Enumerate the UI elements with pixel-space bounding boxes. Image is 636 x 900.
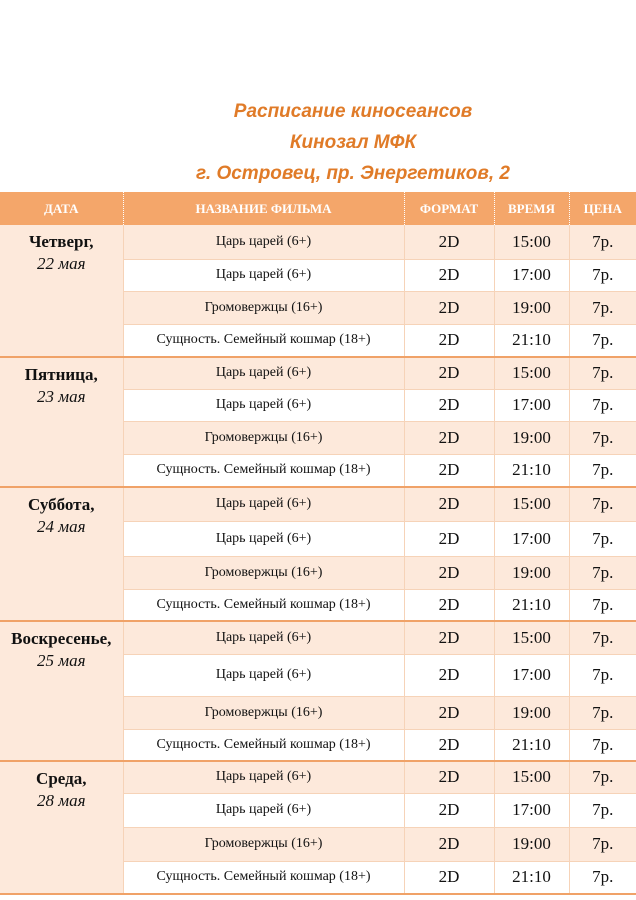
price-cell: 7р.: [569, 696, 636, 729]
table-row: [0, 225, 636, 259]
format-cell: 2D: [404, 761, 494, 793]
price-cell: 7р.: [569, 357, 636, 389]
price-cell: 7р.: [569, 793, 636, 827]
day-cell: [0, 225, 123, 357]
format-cell: 2D: [404, 861, 494, 894]
time-cell: 21:10: [494, 589, 569, 621]
film-title-cell: Царь царей (6+): [123, 225, 404, 259]
format-cell: 2D: [404, 827, 494, 861]
film-title-cell: Царь царей (6+): [123, 654, 404, 696]
time-cell: 19:00: [494, 556, 569, 589]
price-cell: 7р.: [569, 556, 636, 589]
time-cell: 19:00: [494, 421, 569, 454]
price-cell: 7р.: [569, 654, 636, 696]
format-cell: 2D: [404, 696, 494, 729]
format-cell: 2D: [404, 589, 494, 621]
price-cell: 7р.: [569, 454, 636, 487]
day-cell: [0, 487, 123, 621]
time-cell: 17:00: [494, 793, 569, 827]
price-cell: 7р.: [569, 324, 636, 357]
format-cell: 2D: [404, 389, 494, 421]
format-cell: 2D: [404, 291, 494, 324]
film-title-cell: Громовержцы (16+): [123, 556, 404, 589]
film-title-cell: Громовержцы (16+): [123, 696, 404, 729]
film-title-cell: Царь царей (6+): [123, 357, 404, 389]
time-cell: 15:00: [494, 357, 569, 389]
title-line-2: Кинозал МФК: [289, 132, 417, 153]
price-cell: 7р.: [569, 621, 636, 654]
time-cell: 15:00: [494, 225, 569, 259]
price-cell: 7р.: [569, 389, 636, 421]
format-cell: 2D: [404, 357, 494, 389]
time-cell: 19:00: [494, 696, 569, 729]
table-row: [0, 761, 636, 793]
price-cell: 7р.: [569, 827, 636, 861]
schedule-body: [0, 225, 636, 894]
col-header-time: ВРЕМЯ: [494, 192, 569, 225]
time-cell: 21:10: [494, 454, 569, 487]
day-date: 25 мая: [36, 651, 86, 670]
day-date: 24 мая: [36, 517, 86, 536]
film-title-cell: Громовержцы (16+): [123, 827, 404, 861]
film-title-cell: Громовержцы (16+): [123, 291, 404, 324]
time-cell: 17:00: [494, 259, 569, 291]
day-cell: [0, 621, 123, 761]
time-cell: 21:10: [494, 324, 569, 357]
film-title-cell: Царь царей (6+): [123, 761, 404, 793]
table-row: [0, 357, 636, 389]
format-cell: 2D: [404, 729, 494, 761]
time-cell: 15:00: [494, 761, 569, 793]
day-name: Пятница,: [24, 365, 98, 384]
format-cell: 2D: [404, 621, 494, 654]
film-title-cell: Сущность. Семейный кошмар (18+): [123, 454, 404, 487]
price-cell: 7р.: [569, 421, 636, 454]
format-cell: 2D: [404, 225, 494, 259]
day-name: Четверг,: [28, 232, 94, 251]
day-date: 23 мая: [36, 387, 86, 406]
title-line-3: г. Островец, пр. Энергетиков, 2: [196, 163, 510, 184]
price-cell: 7р.: [569, 259, 636, 291]
col-header-film: НАЗВАНИЕ ФИЛЬМА: [123, 192, 404, 225]
day-cell: [0, 761, 123, 894]
time-cell: 21:10: [494, 861, 569, 894]
format-cell: 2D: [404, 454, 494, 487]
time-cell: 21:10: [494, 729, 569, 761]
film-title-cell: Царь царей (6+): [123, 389, 404, 421]
format-cell: 2D: [404, 556, 494, 589]
col-header-format: ФОРМАТ: [404, 192, 494, 225]
film-title-cell: Царь царей (6+): [123, 621, 404, 654]
col-header-price: ЦЕНА: [569, 192, 636, 225]
format-cell: 2D: [404, 487, 494, 521]
table-row: [0, 621, 636, 654]
film-title-cell: Сущность. Семейный кошмар (18+): [123, 589, 404, 621]
film-title-cell: Царь царей (6+): [123, 259, 404, 291]
table-row: [0, 487, 636, 521]
price-cell: 7р.: [569, 589, 636, 621]
time-cell: 15:00: [494, 487, 569, 521]
price-cell: 7р.: [569, 487, 636, 521]
format-cell: 2D: [404, 421, 494, 454]
schedule-title: [0, 96, 636, 189]
time-cell: 19:00: [494, 291, 569, 324]
price-cell: 7р.: [569, 521, 636, 556]
price-cell: 7р.: [569, 225, 636, 259]
day-name: Среда,: [36, 769, 87, 788]
day-cell: [0, 357, 123, 487]
film-title-cell: Царь царей (6+): [123, 521, 404, 556]
format-cell: 2D: [404, 324, 494, 357]
day-name: Суббота,: [28, 495, 95, 514]
film-title-cell: Громовержцы (16+): [123, 421, 404, 454]
film-title-cell: Сущность. Семейный кошмар (18+): [123, 861, 404, 894]
format-cell: 2D: [404, 259, 494, 291]
film-title-cell: Сущность. Семейный кошмар (18+): [123, 324, 404, 357]
header-row: [0, 192, 636, 225]
col-header-date: ДАТА: [0, 192, 123, 225]
price-cell: 7р.: [569, 861, 636, 894]
time-cell: 17:00: [494, 654, 569, 696]
time-cell: 19:00: [494, 827, 569, 861]
price-cell: 7р.: [569, 291, 636, 324]
film-title-cell: Царь царей (6+): [123, 793, 404, 827]
schedule-table: [0, 192, 636, 895]
day-date: 28 мая: [36, 791, 86, 810]
price-cell: 7р.: [569, 761, 636, 793]
format-cell: 2D: [404, 654, 494, 696]
time-cell: 15:00: [494, 621, 569, 654]
day-name: Воскресенье,: [11, 629, 112, 648]
film-title-cell: Царь царей (6+): [123, 487, 404, 521]
time-cell: 17:00: [494, 521, 569, 556]
format-cell: 2D: [404, 793, 494, 827]
format-cell: 2D: [404, 521, 494, 556]
time-cell: 17:00: [494, 389, 569, 421]
day-date: 22 мая: [36, 254, 86, 273]
price-cell: 7р.: [569, 729, 636, 761]
film-title-cell: Сущность. Семейный кошмар (18+): [123, 729, 404, 761]
title-line-1: Расписание киносеансов: [233, 101, 473, 122]
